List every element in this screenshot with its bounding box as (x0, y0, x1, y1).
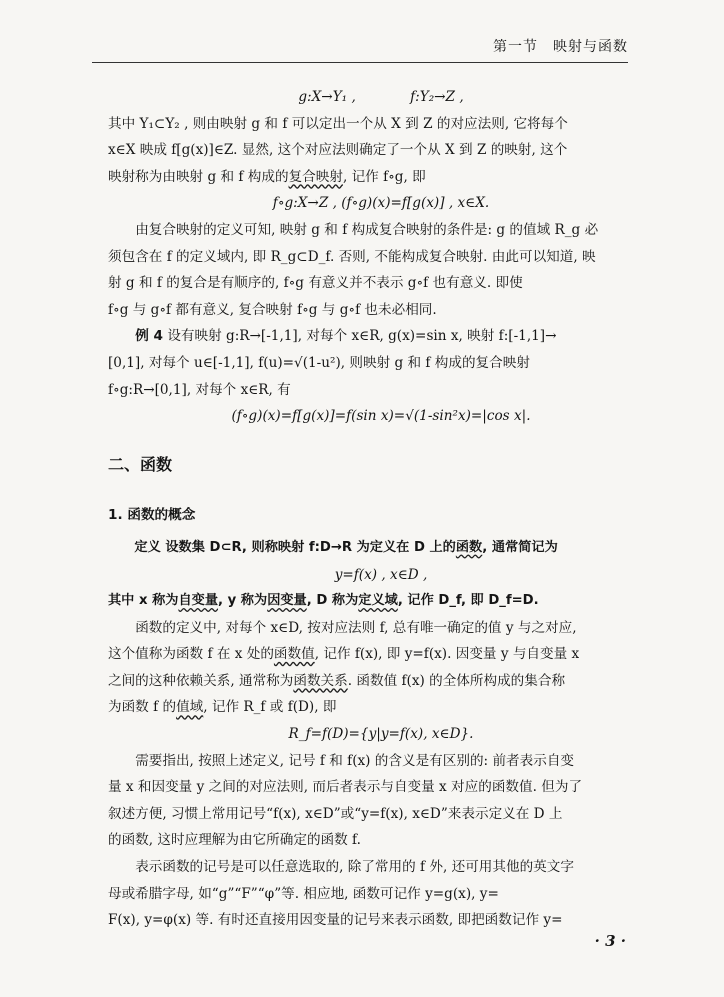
formula-example: (f∘g)(x)=f[g(x)]=f(sin x)=√(1-sin²x)=|cos x|. (231, 408, 531, 425)
text-fragment: 映射称为由映射 g 和 f 构成的 (108, 168, 289, 185)
text-line: 须包含在 f 的定义域内, 即 R_g⊂D_f. 否则, 不能构成复合映射. 由此可以知道, 映 (108, 248, 596, 265)
formula-function: y=f(x) , x∈D , (334, 566, 428, 583)
running-header (92, 36, 628, 63)
term-composite-mapping: 复合映射 (288, 168, 343, 185)
text-fragment: , 通常简记为 (482, 539, 558, 555)
text-fragment: 设有映射 g:R→[-1,1], 对每个 x∈R, g(x)=sin x, 映射 f:[-1,1]→ (167, 328, 557, 345)
text-line: 函数的定义中, 对每个 x∈D, 按对应法则 f, 总有唯一确定的值 y 与之对应, (135, 619, 577, 636)
text-line: F(x), y=φ(x) 等. 有时还直接用因变量的记号来表示函数, 即把函数记作 y= (108, 912, 563, 929)
page-number: · 3 · (594, 932, 626, 950)
text-line (108, 694, 654, 721)
section-title: 第一节 映射与函数 (493, 39, 628, 55)
term-independent-variable: 自变量 (178, 593, 219, 609)
text-fragment: 之间的这种依赖关系, 通常称为 (108, 672, 294, 689)
subsection-heading: 1. 函数的概念 (108, 507, 196, 524)
text-fragment: 为函数 f 的 (108, 699, 177, 716)
term-dependent-variable: 因变量 (267, 593, 307, 609)
term-domain: 定义域 (358, 593, 398, 609)
term-range: 值域 (176, 699, 204, 716)
text-line: 母或希腊字母, 如“g”“F”“φ”等. 相应地, 函数可记作 y=g(x), y= (108, 885, 499, 902)
definition (108, 535, 654, 562)
text-line (108, 668, 654, 695)
text-line: [0,1], 对每个 u∈[-1,1], f(u)=√(1-u²), 则映射 g 和 f 构成的复合映射 (108, 354, 530, 371)
text-line: f∘g:R→[0,1], 对每个 x∈R, 有 (108, 381, 291, 398)
text-fragment: 其中 x 称为 (108, 593, 179, 609)
term-function-value: 函数值 (273, 646, 315, 663)
page-body (108, 84, 654, 934)
section-heading: 二、函数 (108, 454, 173, 474)
text-fragment: , 记作 f(x), 即 y=f(x). 因变量 y 与自变量 x (314, 646, 580, 663)
formula-mappings: g:X→Y₁ , f:Y₂→Z , (298, 89, 464, 105)
text-line: 叙述方便, 习惯上常用记号“f(x), x∈D”或“y=f(x), x∈D”来表示定义在 D 上 (108, 805, 563, 822)
text-fragment: . 函数值 f(x) 的全体所构成的集合称 (347, 672, 566, 689)
text-fragment: 这个值称为函数 f 在 x 处的 (108, 646, 274, 663)
text-line (108, 641, 654, 668)
formula-range: R_f=f(D)={y|y=f(x), x∈D}. (288, 726, 474, 743)
text-line: 其中 Y₁⊂Y₂ , 则由映射 g 和 f 可以定出一个从 X 到 Z 的对应法则, 它将每个 (108, 115, 568, 132)
text-line (108, 588, 654, 615)
text-line: f∘g 与 g∘f 都有意义, 复合映射 f∘g 与 g∘f 也未必相同. (108, 301, 437, 318)
text-fragment: , 记作 D_f, 即 D_f=D. (397, 593, 539, 609)
text-line: 量 x 和因变量 y 之间的对应法则, 而后者表示与自变量 x 对应的函数值. 但为了 (108, 779, 583, 796)
text-fragment: , y 称为 (218, 593, 268, 609)
example-label: 例 4 (135, 328, 163, 345)
text-fragment: , 记作 R_f 或 f(D), 即 (203, 699, 337, 716)
text-line: x∈X 映成 f[g(x)]∈Z. 显然, 这个对应法则确定了一个从 X 到 Z 的映射, 这个 (108, 142, 568, 159)
text-line: 由复合映射的定义可知, 映射 g 和 f 构成复合映射的条件是: g 的值域 R_g 必 (135, 221, 599, 238)
term-functional-relation: 函数关系 (293, 672, 348, 689)
definition-label: 定义 (134, 539, 161, 555)
text-line: 需要指出, 按照上述定义, 记号 f 和 f(x) 的含义是有区别的: 前者表示自变 (135, 752, 575, 769)
text-fragment: , 记作 f∘g, 即 (342, 168, 426, 185)
text-fragment: , D 称为 (306, 593, 359, 609)
formula-composition: f∘g:X→Z , (f∘g)(x)=f[g(x)] , x∈X. (272, 195, 490, 212)
text-line: 的函数, 这时应理解为由它所确定的函数 f. (108, 832, 361, 849)
example-4 (108, 323, 654, 350)
text-fragment: 设数集 D⊂R, 则称映射 f:D→R 为定义在 D 上的 (165, 539, 456, 555)
text-line: 表示函数的记号是可以任意选取的, 除了常用的 f 外, 还可用其他的英文字 (135, 859, 574, 876)
term-function: 函数 (455, 539, 483, 555)
text-line: 射 g 和 f 的复合是有顺序的, f∘g 有意义并不表示 g∘f 也有意义. 即使 (108, 275, 523, 292)
text-line (108, 164, 654, 191)
